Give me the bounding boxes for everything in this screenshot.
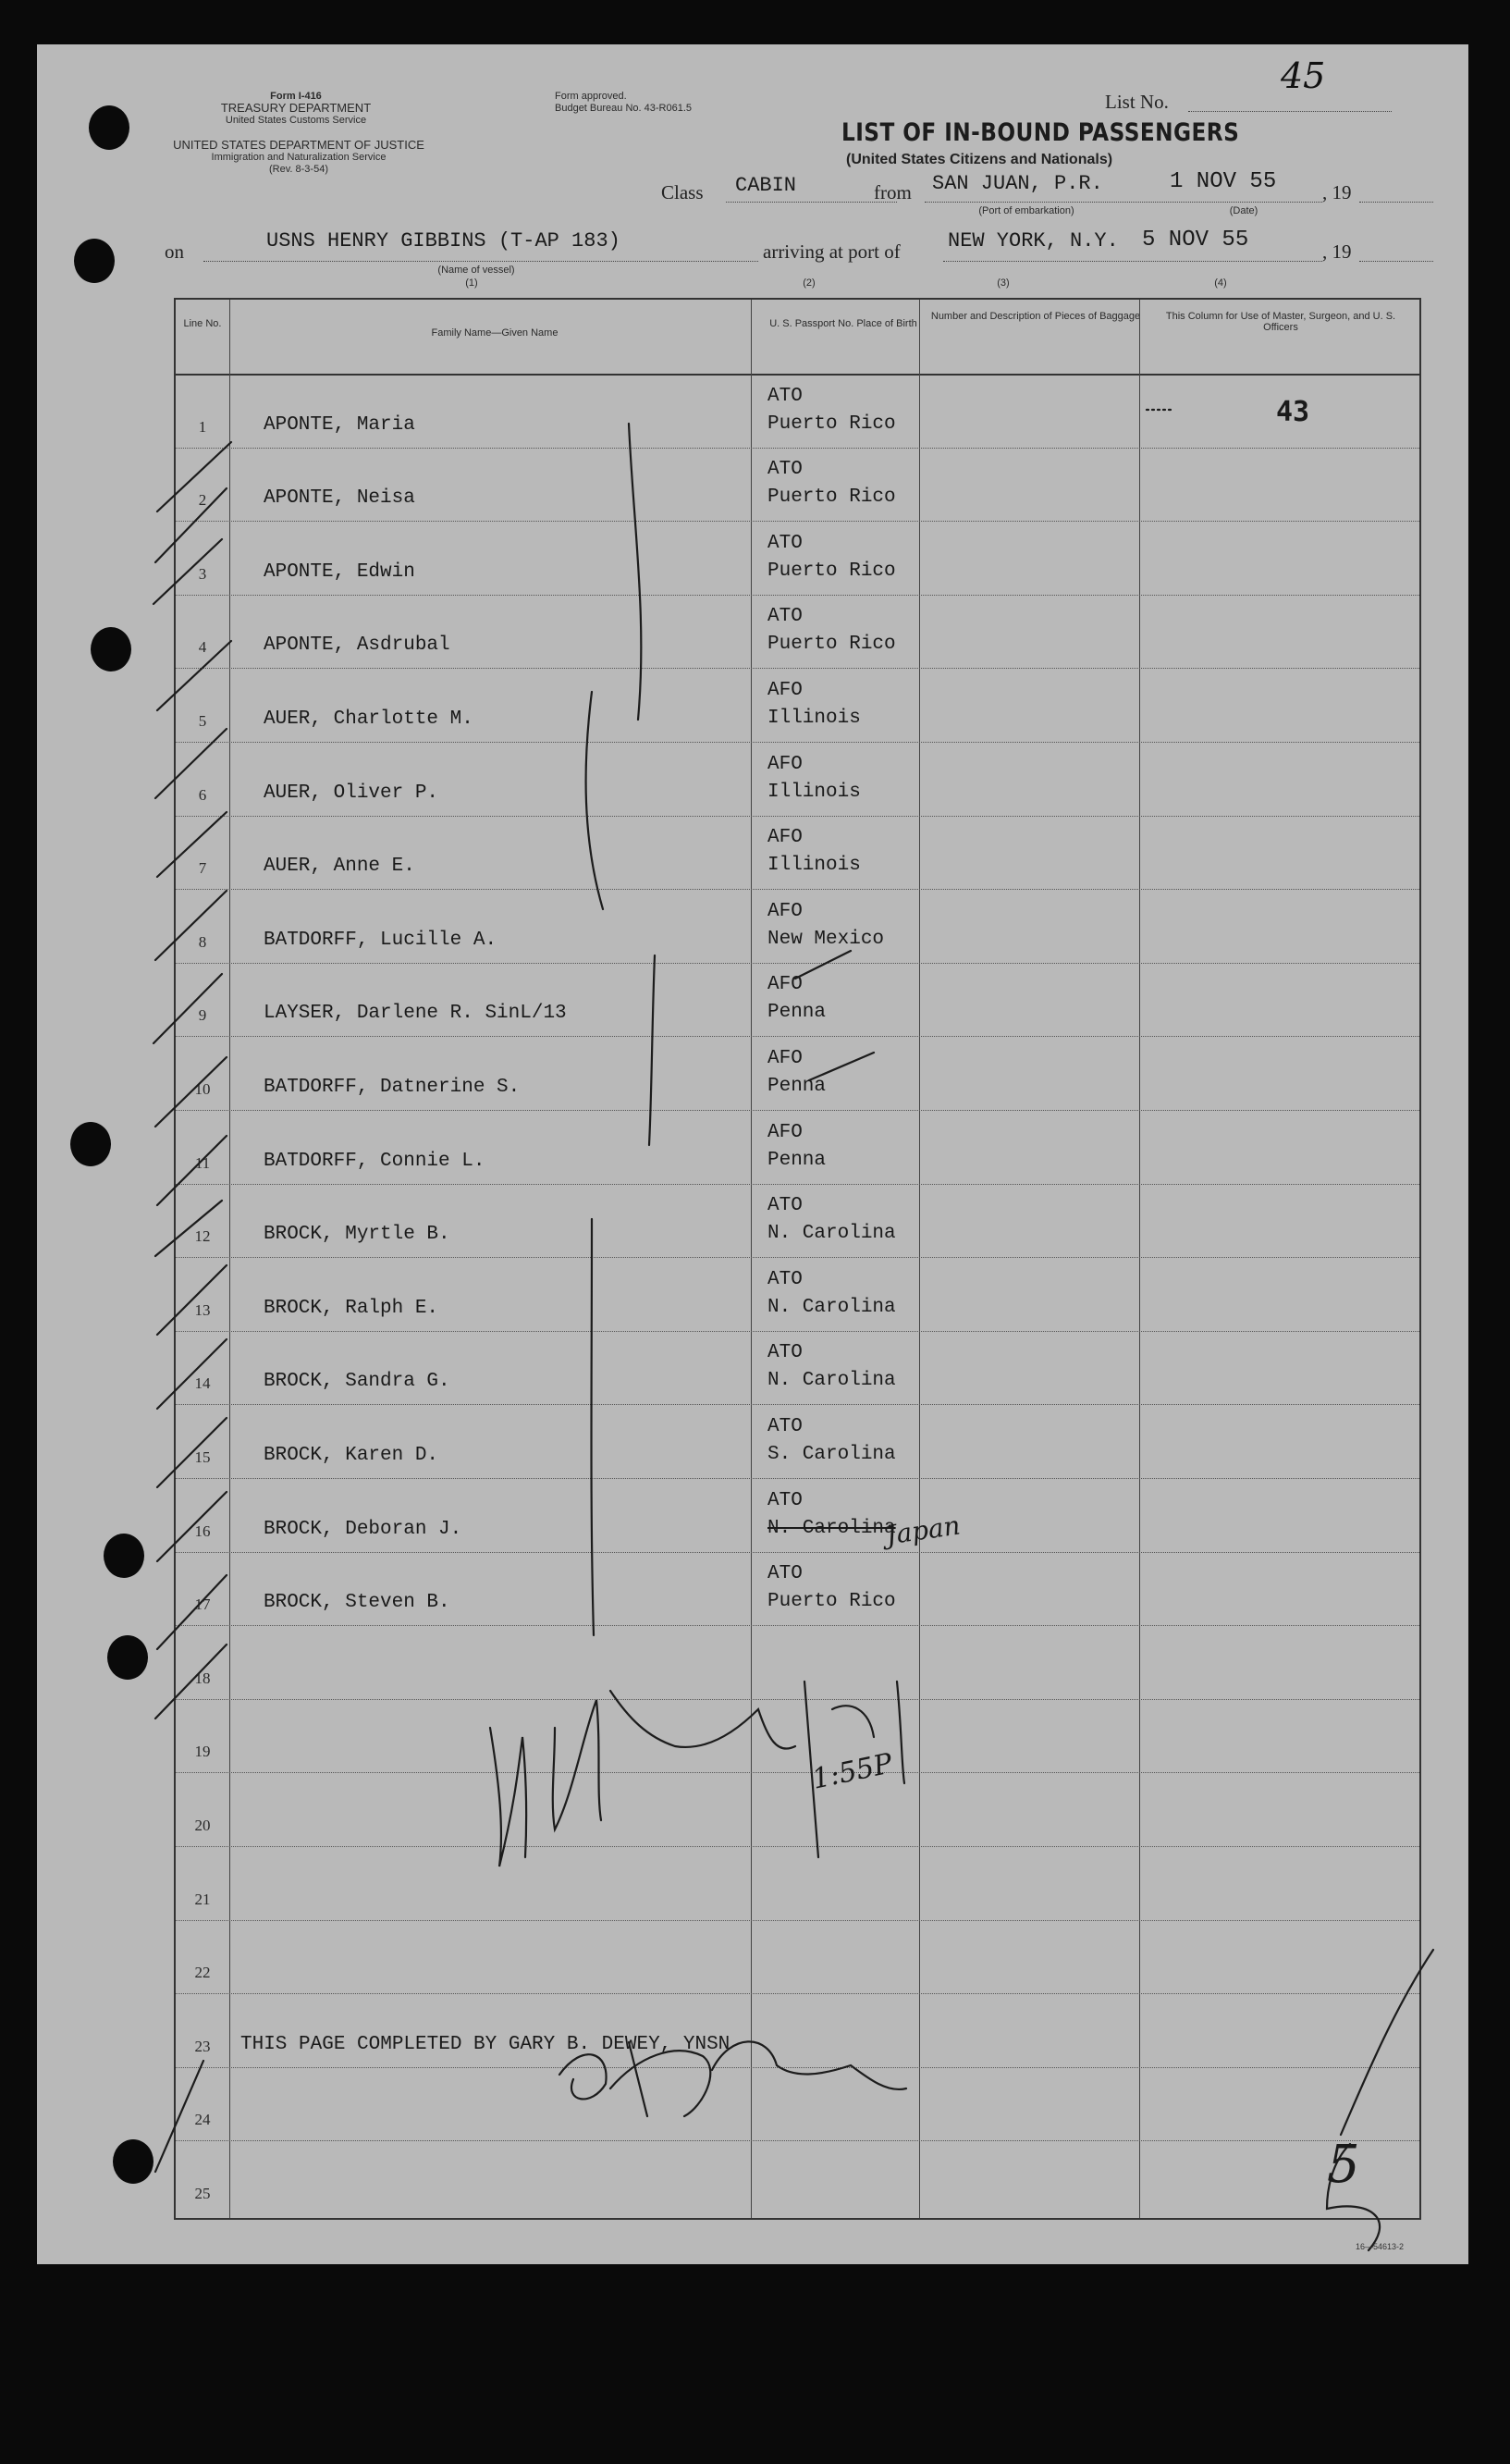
passenger-name: BROCK, Ralph E.	[264, 1297, 439, 1319]
arriving-label: arriving at port of	[763, 240, 901, 263]
line-number: 2	[198, 491, 207, 510]
passport-number: AFO	[767, 1047, 803, 1069]
line-number: 10	[194, 1079, 211, 1098]
line-number: 3	[198, 564, 207, 583]
passport-number: ATO	[767, 532, 803, 554]
place-of-birth: Illinois	[767, 707, 861, 729]
line-number: 22	[194, 1964, 211, 1982]
place-of-birth: S. Carolina	[767, 1443, 896, 1465]
passenger-name: APONTE, Asdrubal	[264, 634, 450, 657]
passenger-name: THIS PAGE COMPLETED BY GARY B. DEWEY, YNSN	[240, 2033, 730, 2055]
col-header-line-no: Line No.	[183, 318, 222, 329]
justice-department: UNITED STATES DEPARTMENT OF JUSTICE	[173, 138, 424, 152]
passenger-name: APONTE, Edwin	[264, 561, 415, 583]
line-number: 24	[194, 2111, 211, 2129]
line-number: 17	[194, 1595, 211, 1614]
punch-hole	[74, 239, 115, 283]
on-label: on	[165, 240, 184, 263]
ins-service: Immigration and Naturalization Service	[211, 152, 387, 163]
class-label: Class	[661, 181, 704, 203]
row16-annotation: Japan	[884, 1509, 963, 1551]
line-number: 19	[194, 1743, 211, 1761]
col1-number: (1)	[465, 277, 478, 289]
form-title: LIST OF IN-BOUND PASSENGERS	[841, 118, 1240, 147]
passenger-name: APONTE, Neisa	[264, 487, 415, 510]
signature-time: 1:55P	[809, 1747, 896, 1796]
punch-hole	[113, 2139, 153, 2184]
handwritten-marks	[37, 44, 1468, 2264]
col3-number: (3)	[997, 277, 1010, 289]
form-subtitle: (United States Citizens and Nationals)	[846, 152, 1113, 167]
passenger-name: BATDORFF, Lucille A.	[264, 929, 497, 951]
place-of-birth: Puerto Rico	[767, 560, 896, 582]
customs-service: United States Customs Service	[225, 115, 367, 126]
passport-number: ATO	[767, 385, 803, 407]
col-header-passport: U. S. Passport No. Place of Birth	[769, 318, 917, 329]
place-of-birth: Puerto Rico	[767, 634, 896, 656]
budget-bureau: Budget Bureau No. 43-R061.5	[555, 103, 692, 114]
form-page	[37, 44, 1468, 2264]
treasury-department: TREASURY DEPARTMENT	[220, 101, 372, 115]
form-number: Form I-416	[270, 91, 322, 102]
place-of-birth: N. Carolina	[767, 1517, 896, 1539]
passport-number: AFO	[767, 974, 803, 996]
passenger-name: LAYSER, Darlene R. SinL/13	[264, 1003, 567, 1025]
passport-number: ATO	[767, 1268, 803, 1290]
passport-number: AFO	[767, 679, 803, 701]
vessel-name: USNS HENRY GIBBINS (T-AP 183)	[266, 229, 620, 253]
passenger-name: AUER, Oliver P.	[264, 782, 439, 804]
officer-note: 43	[1276, 395, 1310, 428]
year-suffix-2: , 19	[1322, 240, 1352, 263]
passenger-name: BROCK, Myrtle B.	[264, 1224, 450, 1246]
passport-number: ATO	[767, 1563, 803, 1585]
col4-number: (4)	[1214, 277, 1227, 289]
vessel-caption: (Name of vessel)	[437, 265, 515, 276]
line-number: 7	[198, 859, 207, 878]
line-number: 8	[198, 932, 207, 951]
passenger-name: AUER, Charlotte M.	[264, 708, 473, 730]
punch-hole	[104, 1534, 144, 1578]
line-number: 25	[194, 2184, 211, 2202]
punch-hole	[91, 627, 131, 671]
place-of-birth: Penna	[767, 1149, 827, 1171]
form-approved: Form approved.	[555, 91, 627, 102]
line-number: 1	[198, 417, 207, 436]
line-number: 13	[194, 1300, 211, 1319]
line-number: 18	[194, 1669, 211, 1687]
line-number: 4	[198, 638, 207, 657]
place-of-birth: Puerto Rico	[767, 487, 896, 509]
punch-hole	[89, 105, 129, 150]
line-number: 11	[194, 1153, 211, 1172]
port-caption: (Port of embarkation)	[978, 205, 1074, 216]
form-footer-code: 16—54613-2	[1355, 2242, 1404, 2251]
line-number: 12	[194, 1227, 211, 1246]
line-number: 14	[194, 1374, 211, 1393]
place-of-birth: N. Carolina	[767, 1296, 896, 1318]
col2-number: (2)	[803, 277, 816, 289]
line-number: 20	[194, 1816, 211, 1834]
year-suffix-1: , 19	[1322, 181, 1352, 203]
place-of-birth: Illinois	[767, 855, 861, 877]
line-number: 15	[194, 1448, 211, 1466]
passport-number: AFO	[767, 753, 803, 775]
passenger-name: BROCK, Steven B.	[264, 1592, 450, 1614]
passport-number: ATO	[767, 459, 803, 481]
passport-number: AFO	[767, 827, 803, 849]
passenger-name: BATDORFF, Connie L.	[264, 1150, 485, 1172]
passport-number: ATO	[767, 1195, 803, 1217]
embarkation-date: 1 NOV 55	[1170, 169, 1277, 194]
passport-number: ATO	[767, 1415, 803, 1437]
embarkation-port: SAN JUAN, P.R.	[932, 172, 1103, 195]
passport-number: ATO	[767, 606, 803, 628]
place-of-birth: Illinois	[767, 781, 861, 803]
margin-mark: 5	[1327, 2135, 1360, 2195]
place-of-birth: N. Carolina	[767, 1370, 896, 1392]
passenger-name: BROCK, Karen D.	[264, 1444, 439, 1466]
arrival-port: NEW YORK, N.Y.	[948, 229, 1119, 253]
line-number: 23	[194, 2037, 211, 2055]
date-caption: (Date)	[1229, 205, 1258, 216]
line-number: 16	[194, 1522, 211, 1540]
list-no-label: List No.	[1105, 91, 1169, 113]
place-of-birth: New Mexico	[767, 928, 885, 950]
arrival-date: 5 NOV 55	[1142, 228, 1249, 253]
col-header-name: Family Name—Given Name	[431, 327, 559, 339]
passport-number: AFO	[767, 900, 803, 922]
place-of-birth: N. Carolina	[767, 1223, 896, 1245]
place-of-birth: Puerto Rico	[767, 413, 896, 435]
place-of-birth: Penna	[767, 1075, 827, 1097]
place-of-birth: Penna	[767, 1002, 827, 1024]
place-of-birth: Puerto Rico	[767, 1591, 896, 1613]
passenger-name: APONTE, Maria	[264, 413, 415, 436]
passenger-name: AUER, Anne E.	[264, 856, 415, 878]
passenger-name: BATDORFF, Datnerine S.	[264, 1076, 521, 1098]
class-value: CABIN	[735, 174, 797, 197]
line-number: 5	[198, 711, 207, 730]
revision-date: (Rev. 8-3-54)	[269, 164, 328, 175]
from-label: from	[874, 181, 912, 203]
col-header-officers: This Column for Use of Master, Surgeon, and U. S. Officers	[1165, 311, 1396, 333]
line-number: 6	[198, 785, 207, 804]
passenger-name: BROCK, Sandra G.	[264, 1371, 450, 1393]
punch-hole	[107, 1635, 148, 1680]
passport-number: ATO	[767, 1342, 803, 1364]
punch-hole	[70, 1122, 111, 1166]
list-no-value: 45	[1281, 55, 1326, 96]
passenger-name: BROCK, Deboran J.	[264, 1518, 462, 1540]
line-number: 9	[198, 1006, 207, 1025]
line-number: 21	[194, 1890, 211, 1908]
col-header-baggage: Number and Description of Pieces of Baggage	[930, 311, 1141, 322]
passport-number: ATO	[767, 1489, 803, 1511]
passport-number: AFO	[767, 1121, 803, 1143]
